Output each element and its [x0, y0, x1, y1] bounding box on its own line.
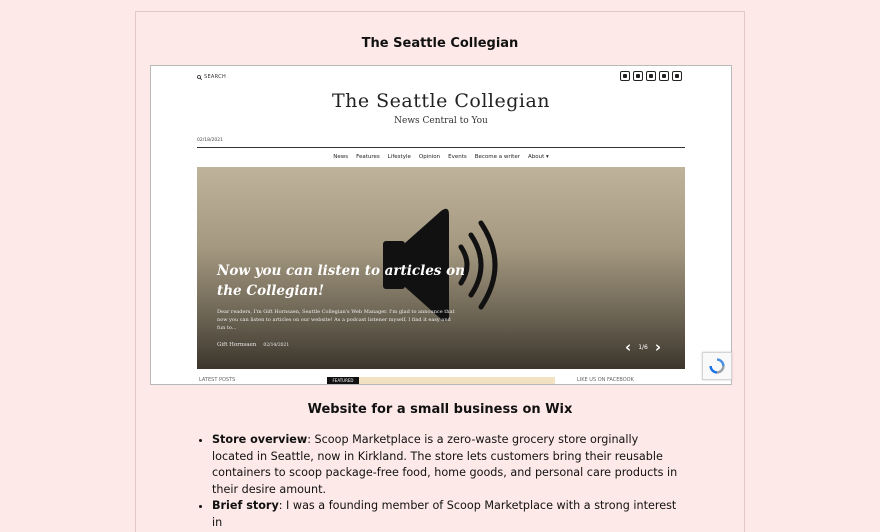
list-item-label: Brief story [212, 499, 279, 512]
hero-byline [217, 342, 289, 348]
nav-item-events[interactable]: Events [448, 154, 467, 160]
instagram-icon[interactable] [646, 71, 656, 81]
site-nav [151, 154, 731, 160]
portfolio-card [135, 11, 745, 532]
header-divider [197, 147, 685, 148]
site-date: 02/18/2021 [197, 138, 223, 143]
hero-excerpt: Dear readers, I'm Gift Hornsaen, Seattle Collegian's Web Manager. I'm glad to announce that now you can listen to articles on our website! As a podcast listener myself, I find it easy and fun to... [217, 309, 455, 331]
card-title: The Seattle Collegian [361, 36, 519, 51]
featured-image[interactable] [359, 377, 555, 385]
slide-counter: 1/6 [638, 343, 648, 351]
recaptcha-icon [709, 358, 725, 374]
site-masthead[interactable]: The Seattle Collegian [331, 90, 551, 112]
list-item [212, 498, 682, 531]
nav-item-features[interactable]: Features [356, 154, 380, 160]
hero-slider[interactable] [197, 167, 685, 369]
nav-item-news[interactable]: News [333, 154, 349, 160]
search-label: SEARCH [204, 74, 227, 80]
nav-item-opinion[interactable]: Opinion [418, 154, 441, 160]
facebook-label: LIKE US ON FACEBOOK [577, 377, 634, 383]
twitter-icon[interactable] [620, 71, 630, 81]
search-icon [197, 75, 202, 80]
nav-item-lifestyle[interactable]: Lifestyle [387, 154, 411, 160]
nav-item-become-writer[interactable]: Become a writer [474, 154, 520, 160]
hero-title[interactable]: Now you can listen to articles on the Collegian! [217, 263, 465, 299]
latest-posts-label: LATEST POSTS [199, 377, 236, 383]
list-item-text: : I was a founding member of Scoop Marketplace with a strong interest in [212, 499, 677, 529]
website-screenshot [150, 65, 732, 385]
list-item [212, 432, 682, 498]
search-link[interactable] [197, 74, 226, 80]
hero-author[interactable]: Gift Hornsaen [217, 342, 257, 348]
description-list [198, 432, 682, 531]
featured-badge: FEATURED [327, 377, 359, 385]
list-item-text: : Scoop Marketplace is a zero-waste grocery store orginally located in Seattle, now in Kirkland. The store lets customers bring their reusable containers to scoop package-free food, home goods, and personal care products in their desire amount. [212, 433, 678, 496]
social-links [620, 71, 682, 81]
linkedin-icon[interactable] [659, 71, 669, 81]
chevron-down-icon: ▾ [545, 154, 549, 160]
hero-date: 02/14/2021 [263, 343, 290, 348]
chevron-left-icon[interactable]: ‹ [625, 338, 632, 356]
recaptcha-badge[interactable] [702, 352, 732, 380]
list-item-label: Store overview [212, 433, 308, 446]
site-tagline: News Central to You [394, 116, 488, 126]
nav-item-about-label: About [527, 154, 545, 160]
chevron-right-icon[interactable]: › [654, 338, 662, 356]
section-title: Website for a small business on Wix [307, 402, 573, 417]
youtube-icon[interactable] [672, 71, 682, 81]
facebook-icon[interactable] [633, 71, 643, 81]
slider-pager [625, 338, 662, 356]
nav-item-about[interactable] [528, 154, 549, 160]
